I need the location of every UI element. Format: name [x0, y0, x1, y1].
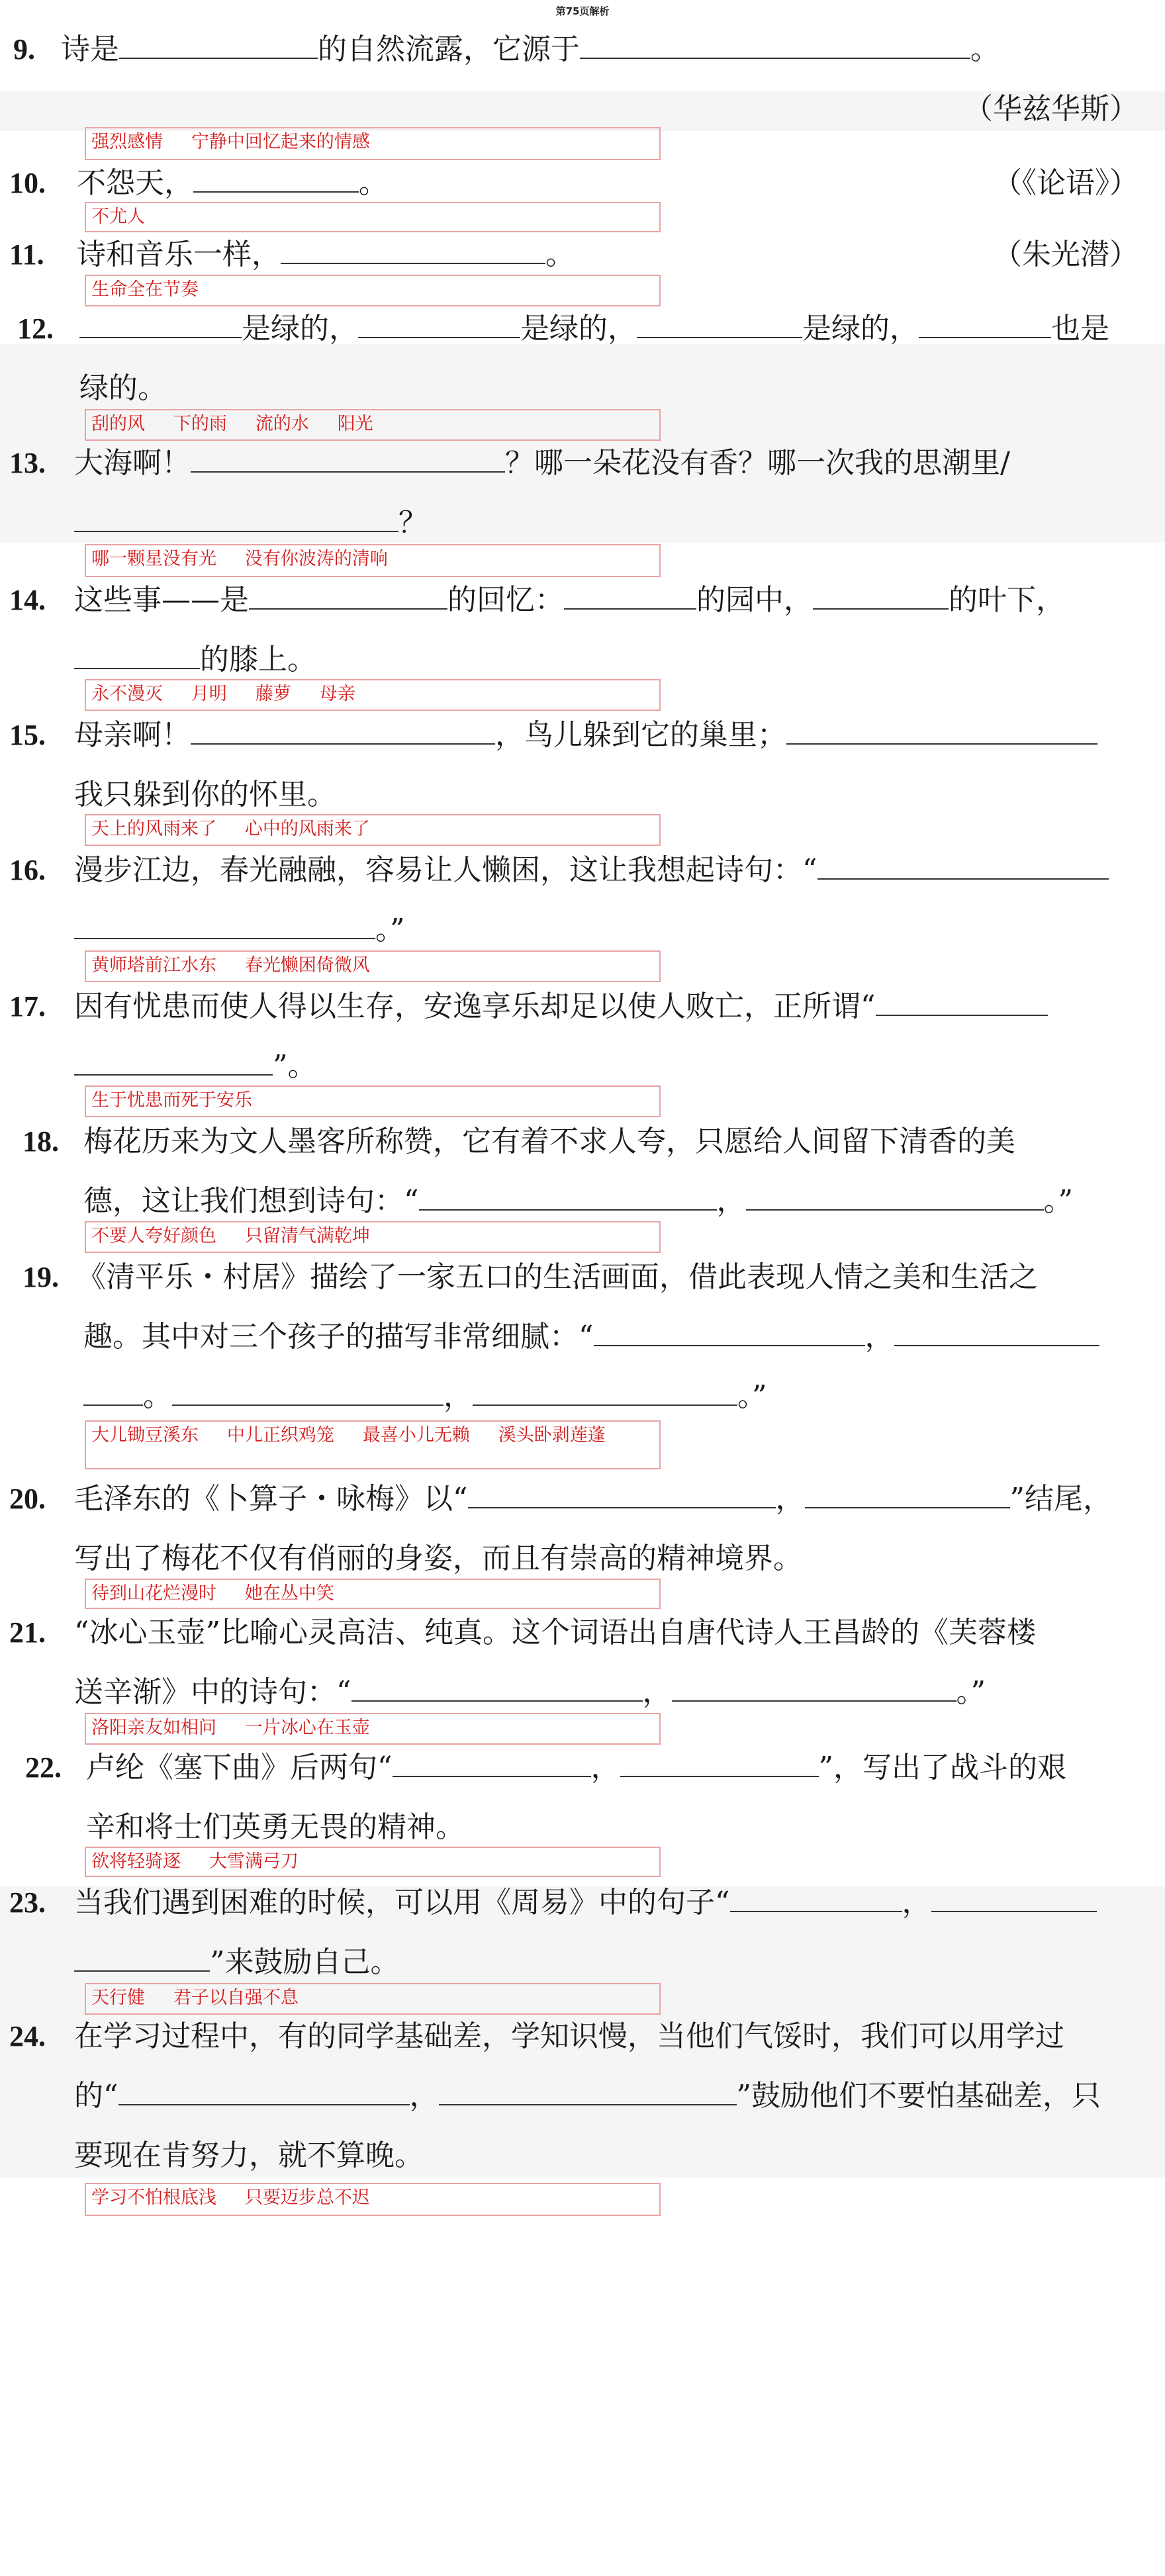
answer-blank[interactable]	[473, 1378, 737, 1406]
answer-blank[interactable]	[876, 988, 1048, 1016]
answer-box: 待到山花烂漫时 她在丛中笑	[85, 1579, 661, 1609]
answer-box: 洛阳亲友如相问 一片冰心在玉壶	[85, 1713, 661, 1745]
answer-blank[interactable]	[817, 852, 1109, 880]
answer-blank[interactable]	[74, 504, 398, 532]
question-text: ？	[74, 493, 428, 553]
answer-box: 永不漫灭 月明 藤萝 母亲	[85, 679, 661, 711]
question-text: 送辛渐》中的诗句：“ ， 。”	[74, 1675, 986, 1709]
answer-blank[interactable]	[119, 31, 318, 59]
source-attribution: （朱光潜）	[993, 238, 1139, 271]
answer-blank[interactable]	[393, 1749, 591, 1777]
question-text: “冰心玉壶”比喻心灵高洁、纯真。这个词语出自唐代诗人王昌龄的《芙蓉楼	[74, 1616, 1036, 1649]
answer-blank[interactable]	[730, 1884, 902, 1912]
answer-box: 天行健 君子以自强不息	[85, 1983, 661, 2015]
question-text: 。”	[74, 900, 405, 960]
question-text: 不怨天， 。	[77, 166, 388, 200]
answer-blank[interactable]	[118, 2078, 410, 2105]
answer-box: 生于忧患而死于安乐	[85, 1085, 661, 1117]
answer-box: 天上的风雨来了 心中的风雨来了	[85, 814, 661, 846]
answer-box: 不要人夸好颜色 只留清气满乾坤	[85, 1221, 661, 1253]
answer-blank[interactable]	[786, 717, 1097, 745]
question-text: ”。	[74, 1036, 317, 1096]
question-text: 绿的。	[79, 371, 167, 405]
source-attribution: （《论语》）	[993, 166, 1139, 200]
question-text: 大海啊！ ？哪一朵花没有香？哪一次我的思潮里/	[74, 446, 1010, 480]
question-text: 是绿的， 是绿的， 是绿的， 也是	[79, 299, 1109, 359]
question-text: 当我们遇到困难的时候，可以用《周易》中的句子“ ，	[74, 1873, 1097, 1933]
question-text: 《清平乐・村居》描绘了一家五口的生活画面，借此表现人情之美和生活之	[77, 1260, 1038, 1294]
answer-blank[interactable]	[439, 2078, 737, 2105]
answer-blank[interactable]	[74, 1048, 273, 1076]
answer-box: 刮的风 下的雨 流的水 阳光	[85, 409, 661, 441]
question-text: 要现在肯努力，就不算晚。	[74, 2139, 424, 2172]
answer-blank[interactable]	[83, 1378, 143, 1406]
question-text: 德，这让我们想到诗句：“ ， 。”	[83, 1184, 1073, 1218]
answer-blank[interactable]	[249, 582, 447, 610]
question-text: 在学习过程中，有的同学基础差，学知识慢，当他们气馁时，我们可以用学过	[74, 2019, 1064, 2053]
question-text: 写出了梅花不仅有俏丽的身姿，而且有崇高的精神境界。	[74, 1541, 802, 1575]
question-text: 因有忧患而使人得以生存，安逸享乐却足以使人败亡，正所谓“	[74, 977, 1048, 1036]
answer-blank[interactable]	[351, 1674, 643, 1702]
question-text: 辛和将士们英勇无畏的精神。	[86, 1810, 465, 1844]
question-text: 这些事——是 的回忆： 的园中， 的叶下，	[74, 583, 1065, 617]
question-text: 母亲啊！ ，鸟儿躲到它的巢里；	[74, 706, 1097, 765]
question-text: 漫步江边，春光融融，容易让人懒困，这让我想起诗句：“	[74, 841, 1109, 900]
answer-box: 哪一颗星没有光 没有你波涛的清响	[85, 544, 661, 577]
answer-blank[interactable]	[637, 310, 802, 338]
answer-blank[interactable]	[468, 1481, 776, 1508]
answer-blank[interactable]	[919, 310, 1051, 338]
answer-blank[interactable]	[74, 1944, 210, 1972]
answer-blank[interactable]	[564, 582, 696, 610]
answer-blank[interactable]	[172, 1378, 443, 1406]
answer-box: 生命全在节奏	[85, 275, 661, 306]
answer-blank[interactable]	[74, 911, 375, 939]
question-text: 卢纶《塞下曲》后两句“ ， ”，写出了战斗的艰	[86, 1751, 1066, 1784]
answer-blank[interactable]	[193, 165, 359, 193]
answer-blank[interactable]	[191, 445, 505, 473]
answer-box: 强烈感情 宁静中回忆起来的情感	[85, 127, 661, 160]
answer-blank[interactable]	[813, 582, 949, 610]
answer-blank[interactable]	[358, 310, 520, 338]
page-header: 第75页解析	[555, 5, 610, 17]
answer-box: 不尤人	[85, 202, 661, 232]
answer-box: 黄师塔前江水东 春光懒困倚微风	[85, 950, 661, 982]
question-text: 趣。其中对三个孩子的描写非常细腻：“ ，	[83, 1307, 1099, 1367]
question-text: 。 ， 。”	[83, 1367, 767, 1426]
question-text: 我只躲到你的怀里。	[74, 778, 336, 811]
answer-box: 大儿锄豆溪东 中儿正织鸡笼 最喜小儿无赖 溪头卧剥莲蓬	[85, 1420, 661, 1469]
answer-box: 学习不怕根底浅 只要迈步总不迟	[85, 2183, 661, 2216]
source-attribution: （华兹华斯）	[964, 92, 1139, 126]
answer-blank[interactable]	[74, 641, 200, 669]
answer-blank[interactable]	[746, 1183, 1044, 1211]
answer-blank[interactable]	[805, 1481, 1010, 1508]
answer-blank[interactable]	[580, 31, 970, 59]
question-text: 的“ ， ”鼓励他们不要怕基础差，只	[74, 2079, 1101, 2113]
question-text: 诗是 的自然流露，它源于 。	[61, 32, 1000, 66]
question-text: ”来鼓励自己。	[74, 1933, 400, 1992]
question-text: 梅花历来为文人墨客所称赞，它有着不求人夸，只愿给人间留下清香的美	[83, 1125, 1015, 1158]
answer-blank[interactable]	[620, 1749, 819, 1777]
answer-box: 欲将轻骑逐 大雪满弓刀	[85, 1847, 661, 1877]
question-text: 毛泽东的《卜算子・咏梅》以“ ， ”结尾，	[74, 1482, 1112, 1516]
answer-blank[interactable]	[281, 236, 545, 264]
answer-blank[interactable]	[594, 1318, 865, 1346]
question-text: 诗和音乐一样， 。	[77, 238, 575, 271]
question-text: 的膝上。	[74, 630, 316, 690]
answer-blank[interactable]	[894, 1318, 1099, 1346]
answer-blank[interactable]	[79, 310, 242, 338]
answer-blank[interactable]	[191, 717, 495, 745]
answer-blank[interactable]	[931, 1884, 1097, 1912]
answer-blank[interactable]	[672, 1674, 956, 1702]
answer-blank[interactable]	[419, 1183, 717, 1211]
